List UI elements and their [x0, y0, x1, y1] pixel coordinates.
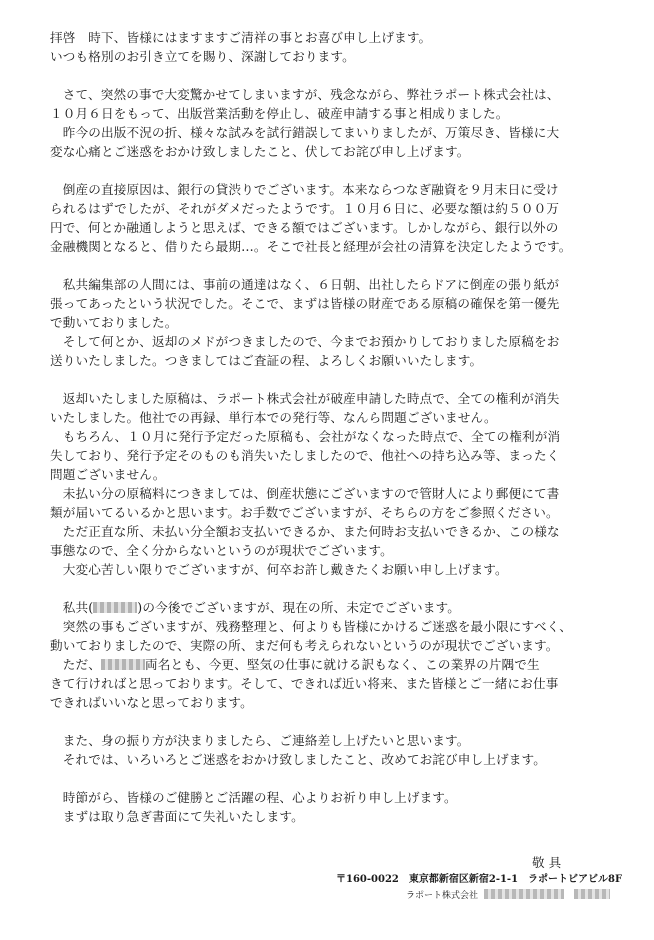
text-line: 金融機関となると、借りたら最期…。そこで社長と経理が会社の清算を決定したようです。 [50, 239, 572, 254]
letter-body [50, 28, 638, 826]
text-line: いたしました。他社での再録、単行本での発行等、なんら問題ございません。 [50, 410, 497, 425]
company-name: ラポート株式会社 [406, 891, 479, 901]
text-line: 拝啓 時下、皆様にはますますご清祥の事とお喜び申し上げます。 [50, 30, 432, 45]
text-line: 突然の事もございますが、残務整理と、何よりも皆様にかけるご迷惑を最小限にすべく、 [50, 619, 572, 634]
text-line: 昨今の出版不況の折、様々な試みを試行錯誤してまいりましたが、万策尽き、皆様に大 [50, 125, 560, 140]
text-line: 失しており、発行予定そのものも消失いたしましたので、他社への持ち込み等、まったく [50, 448, 560, 463]
text-line: もちろん、１０月に発行予定だった原稿も、会社がなくなった時点で、全ての権利が消 [50, 429, 561, 444]
text-line [50, 598, 638, 617]
text-fragment: ただ、 [50, 657, 101, 672]
text-line: 大変心苦しい限りでございますが、何卒お許し戴きたくお願い申し上げます。 [50, 562, 508, 577]
text-line: 張ってあったという状況でした。そこで、まずは皆様の財産である原稿の確保を第一優先 [50, 296, 560, 311]
text-fragment: 両名とも、今更、堅気の仕事に就ける訳もなく、この業界の片隅で生 [144, 657, 540, 672]
text-line: 送りいたしました。つきましてはご査証の程、よろしくお願いいたします。 [50, 353, 483, 368]
text-line: られるはずでしたが、それがダメだったようです。１０月６日に、必要な額は約５００万 [50, 201, 560, 216]
sender-company [406, 888, 610, 901]
paragraph-closing [50, 788, 638, 826]
paragraph-cause [50, 180, 638, 256]
paragraph-greeting [50, 28, 638, 66]
text-line: 円で、何とか融通しようと思えば、できる額ではございます。しかしながら、銀行以外の [50, 220, 559, 235]
text-line: さて、突然の事で大変驚かせてしまいますが、残念ながら、弊社ラポート株式会社は、 [50, 87, 560, 102]
paragraph-rights [50, 389, 638, 579]
text-line: また、身の振り方が決まりましたら、ご連絡差し上げたいと思います。 [50, 733, 470, 748]
text-line: 類が届いてるいるかと思います。お手数でございますが、そちらの方をご参照ください。 [50, 505, 559, 520]
text-line: 動いておりましたので、実際の所、まだ何も考えられないというのが現状でございます。 [50, 638, 559, 653]
text-line: 問題ございません。 [50, 467, 166, 482]
text-line: 変な心痛とご迷惑をおかけ致しましたこと、伏してお詫び申し上げます。 [50, 144, 470, 159]
text-line: 未払い分の原稿料につきましては、倒産状態にございますので管財人により郵便にて書 [50, 486, 560, 501]
paragraph-contact [50, 731, 638, 769]
text-line: それでは、いろいろとご迷惑をおかけ致しましたこと、改めてお詫び申し上げます。 [50, 752, 546, 767]
text-line: できればいいなと思っております。 [50, 695, 253, 710]
text-line: ただ正直な所、未払い分全額お支払いできるか、また何時お支払いできるか、この様な [50, 524, 560, 539]
text-line [50, 655, 638, 674]
paragraph-future [50, 598, 638, 712]
text-line: で動いておりました。 [50, 315, 178, 330]
text-line: 私共編集部の人間には、事前の通達はなく、６日朝、出社したらドアに倒産の張り紙が [50, 277, 560, 292]
text-line: 事態なので、全く分からないというのが現状でございます。 [50, 543, 393, 558]
text-fragment: 私共( [50, 600, 94, 615]
redacted-name [484, 889, 564, 899]
text-line: 返却いたしました原稿は、ラポート株式会社が破産申請した時点で、全ての権利が消失 [50, 391, 560, 406]
closing-salutation: 敬具 [532, 855, 566, 870]
paragraph-editorial [50, 275, 638, 370]
text-fragment: )の今後でございますが、現在の所、未定でございます。 [137, 600, 460, 615]
sender-address: 〒160-0022 東京都新宿区新宿2-1-1 ラポートビアビル8F [336, 874, 623, 885]
redacted-name [101, 659, 145, 670]
paragraph-announcement [50, 85, 638, 161]
redacted-name [93, 602, 137, 613]
text-line: まずは取り急ぎ書面にて失礼いたします。 [50, 809, 304, 824]
text-line: 時節がら、皆様のご健勝とご活躍の程、心よりお祈り申し上げます。 [50, 790, 457, 805]
redacted-name [574, 889, 610, 899]
text-line: そして何とか、返却のメドがつきましたので、今までお預かりしておりました原稿をお [50, 334, 560, 349]
text-line: いつも格別のお引き立てを賜り、深謝しております。 [50, 49, 355, 64]
text-line: 倒産の直接原因は、銀行の貸渋りでございます。本来ならつなぎ融資を９月末日に受け [50, 182, 559, 197]
text-line: きて行ければと思っております。そして、できれば近い将来、また皆様とご一緒にお仕事 [50, 676, 559, 691]
text-line: １０月６日をもって、出版営業活動を停止し、破産申請する事と相成りました。 [50, 106, 509, 121]
